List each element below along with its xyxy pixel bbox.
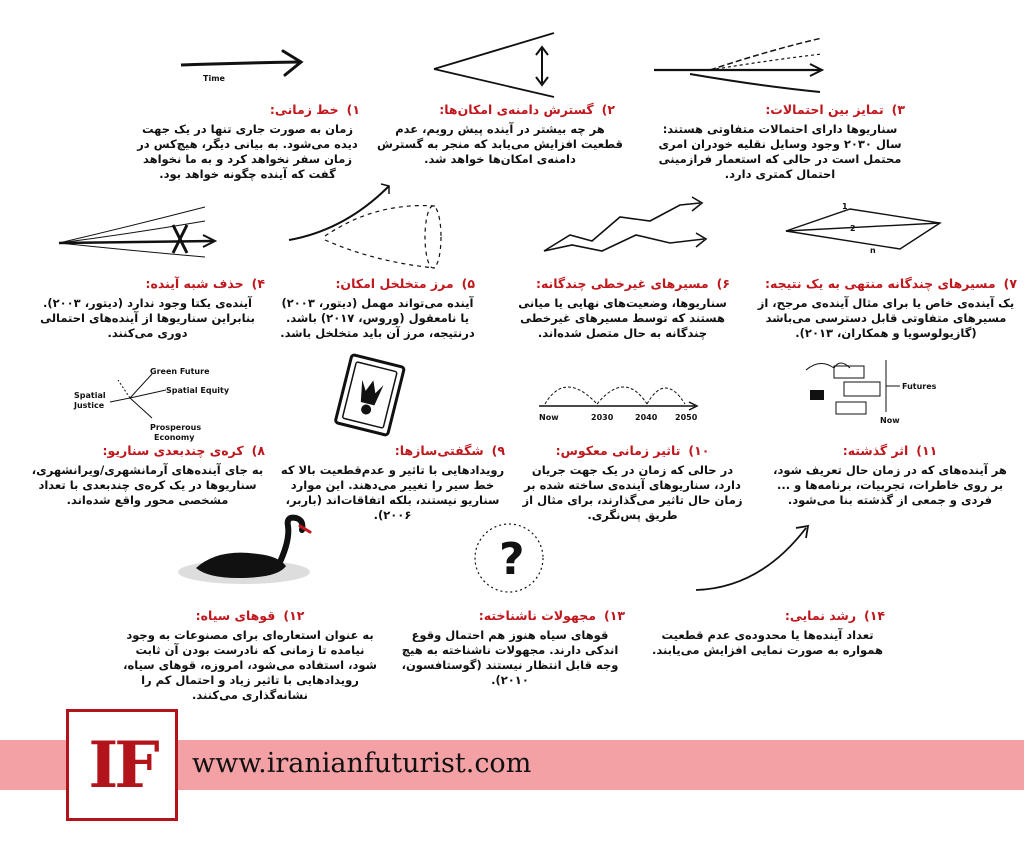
time-label: Time (203, 74, 225, 83)
item-body: رویدادهایی با تاثیر و عدم‌قطعیت بالا که خط سیر را تغییر می‌دهند. این موارد سناریو نیستند، بلکه اتفاقات‌اند (باربر، ۲۰۰۶). (280, 463, 505, 522)
scenario-sphere-sketch (70, 362, 240, 442)
prosperous-label-2: Economy (154, 433, 195, 442)
item-title: ۱۲)قوهای سیاه: (195, 608, 305, 623)
green-future-label: Green Future (150, 367, 210, 376)
exponential-curve-sketch (690, 518, 820, 598)
joker-card-sketch (325, 352, 415, 437)
past-effect-sketch (800, 352, 950, 427)
year-2050-label: 2050 (675, 413, 698, 422)
item-body: در حالی که زمان در یک جهت جریان دارد، سناریوهای آینده‌ی ساخته شده بر زمان حال تاثیر می‌گذارند، برای مثال از طریق پس‌نگری. (522, 463, 743, 522)
spatial-equity-label: Spatial Equity (166, 386, 230, 395)
item-title: ۳)تمایز بین احتمالات: (765, 102, 905, 117)
item-body: تعداد آینده‌ها یا محدوده‌ی عدم قطعیت همواره به صورت نمایی افزایش می‌یابند. (652, 628, 883, 657)
now-label: Now (539, 413, 559, 422)
item-6 (515, 276, 730, 341)
item-title: ۴)حذف شبه آینده: (145, 276, 265, 291)
item-5 (280, 276, 475, 341)
item-body: به جای آینده‌های آرمانشهری/ویرانشهری، سناریوها در یک کره‌ی چندبعدی با تعداد مشخصی محور واقع شده‌اند. (31, 463, 264, 507)
site-url-link[interactable]: www.iranianfuturist.com (192, 748, 532, 779)
item-body: زمان به صورت جاری تنها در یک جهت دیده می‌شود. به بیانی دیگر، هیچ‌کس در زمان سفر نخواهد کرد و به ما نخواهد گفت که آینده چگونه خواهد بود. (137, 122, 358, 181)
item-7 (755, 276, 1017, 341)
item-title: ۱۱)اثر گذشته: (842, 443, 938, 458)
item-body: به عنوان استعاره‌ای برای مصنوعات به وجود نیامده تا زمانی که نادرست بودن آن ثابت شود، استفاده می‌شود، امروزه، قوهای سیاه، رویدادهایی با تاثیر زیاد و احتمال کم را نشانه‌گذاری می‌کنند. (123, 628, 377, 702)
question-mark-glyph: ? (499, 534, 525, 585)
item-9 (280, 443, 505, 523)
path-label-n: n (870, 246, 876, 255)
item-11 (770, 443, 1010, 508)
path-label-2: 2 (850, 224, 856, 233)
item-2 (375, 102, 625, 167)
item-title: ۸)کره‌ی چندبعدی سناریو: (102, 443, 265, 458)
item-title: ۱۰)تاثیر زمانی معکوس: (555, 443, 710, 458)
futures-label: Futures (902, 382, 937, 391)
item-body: سناریوها دارای احتمالات متفاوتی هستند: سال ۲۰۳۰ وجود وسایل نقلیه خودران امری محتمل است در حالی که استعمار فرازمینی احتمال کمتری دارد. (658, 122, 902, 181)
item-body: سناریوها، وضعیت‌های نهایی یا میانی هستند که توسط مسیرهای غیرخطی چندگانه به حال متصل شده‌اند. (518, 296, 727, 340)
now-label: Now (880, 416, 900, 425)
item-1 (135, 102, 360, 182)
item-title: ۱۳)مجهولات ناشناخته: (478, 608, 625, 623)
logo (66, 709, 178, 821)
item-4 (30, 276, 265, 341)
fan-cross-sketch (55, 195, 225, 265)
spatial-justice-label-2: Justice (74, 401, 105, 410)
item-title: ۹)شگفتی‌سازها: (394, 443, 505, 458)
prosperous-label-1: Prosperous (150, 423, 202, 432)
item-title: ۲)گسترش دامنه‌ی امکان‌ها: (439, 102, 615, 117)
item-body: هر آینده‌های که در زمان حال تعریف شود، بر روی خاطرات، تجربیات، برنامه‌ها و ... فردی و جمعی از گذشته بنا می‌شود. (773, 463, 1007, 507)
item-12 (120, 608, 380, 703)
reverse-time-sketch (535, 362, 705, 427)
divergent-arrows-sketch (650, 30, 830, 100)
converging-paths-sketch (780, 195, 950, 260)
item-title: ۱)خط زمانی: (269, 102, 360, 117)
item-body: آینده می‌تواند مهمل (دیتور، ۲۰۰۳) یا نامعقول (وروس، ۲۰۱۷) باشد. درنتیجه، مرز آن باید متخلخل باشد. (280, 296, 475, 340)
path-label-1: 1 (842, 202, 848, 211)
item-8 (30, 443, 265, 508)
black-swan-sketch (178, 512, 328, 597)
logo-text: IF (88, 728, 156, 803)
item-body: آینده‌ی یکتا وجود ندارد (دیتور، ۲۰۰۳). بنابراین سناریوها از آینده‌های احتمالی دوری می‌کنند. (40, 296, 255, 340)
item-title: ۵)مرز متخلخل امکان: (335, 276, 475, 291)
timeline-arrow-sketch (175, 45, 315, 85)
item-body: یک آینده‌ی خاص یا برای مثال آینده‌ی مرجح، از مسیرهای متفاوتی قابل دسترسی می‌باشد (گازیولوسویا و همکاران، ۲۰۱۳). (757, 296, 1015, 340)
year-2040-label: 2040 (635, 413, 658, 422)
item-body: قوهای سیاه هنوز هم احتمال وقوع اندکی دارند. مجهولات ناشناخته به هیچ وجه قابل انتظار نیستند (گوستافسون، ۲۰۱۰). (401, 628, 619, 687)
cone-sketch (430, 25, 570, 105)
item-title: ۶)مسیرهای غیرخطی چندگانه: (535, 276, 730, 291)
item-14 (650, 608, 885, 658)
item-body: هر چه بیشتر در آینده پیش رویم، عدم قطعیت افزایش می‌یابد که منجر به گسترش دامنه‌ی امکان‌ها خواهد شد. (377, 122, 623, 166)
question-mark-sketch (465, 518, 555, 598)
item-title: ۱۴)رشد نمایی: (784, 608, 885, 623)
spatial-justice-label-1: Spatial (74, 391, 106, 400)
year-2030-label: 2030 (591, 413, 614, 422)
item-title: ۷)مسیرهای چندگانه منتهی به یک نتیجه: (765, 276, 1017, 291)
item-10 (520, 443, 745, 523)
nonlinear-paths-sketch (540, 195, 710, 260)
item-3 (655, 102, 905, 182)
item-13 (395, 608, 625, 688)
porous-cone-sketch (285, 180, 445, 275)
